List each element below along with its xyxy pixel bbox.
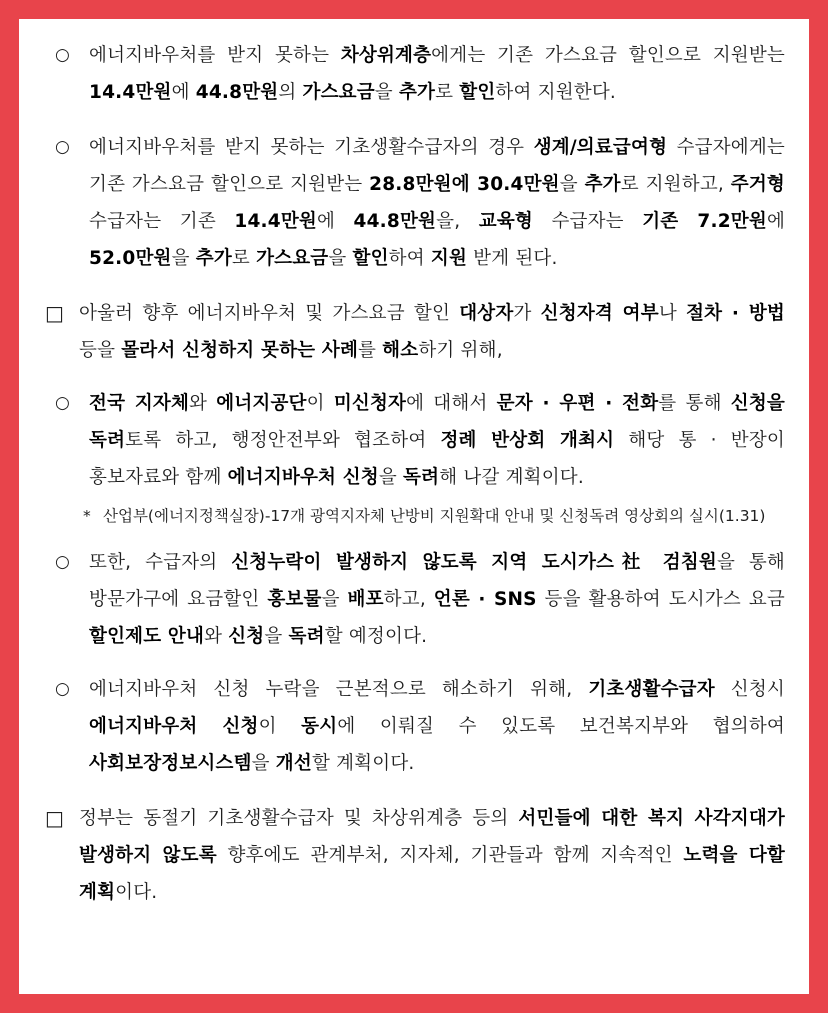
bold-span: 52.0만원 — [89, 248, 172, 269]
bold-span: 정례 반상회 개최시 — [440, 430, 615, 451]
bold-span: 44.8만원 — [353, 211, 437, 232]
text-span: 등을 활용하여 도시가스 요금 — [536, 589, 785, 610]
bullet-item-local-government — [45, 385, 785, 496]
bullet-item-lower-income-discount — [45, 37, 785, 111]
text-span: 에 — [171, 82, 196, 103]
bold-span: 홍보물 — [267, 589, 322, 610]
section-item-welfare-commitment — [45, 800, 785, 911]
text-span: 가 — [513, 303, 541, 324]
footnote — [45, 502, 785, 530]
bold-span: 28.8만원에 30.4만원 — [369, 174, 560, 195]
bold-span: 개선 — [275, 753, 312, 774]
text-span: 하고, — [383, 589, 434, 610]
bold-span: 에너지바우처 신청 — [89, 716, 259, 737]
square-bullet-icon: □ — [45, 301, 65, 325]
bold-span: 차상위계층 — [340, 45, 432, 66]
bold-span: 독려 — [403, 467, 440, 488]
circle-bullet-icon: ○ — [55, 679, 71, 699]
bold-span: 추가 — [584, 174, 621, 195]
text-span: 에게는 기존 가스요금 할인으로 지원받는 — [431, 45, 785, 66]
text-span: 이 — [258, 716, 302, 737]
text-span: 하기 위해, — [418, 340, 503, 361]
text-span: 로 — [435, 82, 460, 103]
text-span: 할 예정이다. — [324, 626, 428, 647]
bold-span: 추가 — [195, 248, 232, 269]
text-span: 해 나갈 계획이다. — [439, 467, 584, 488]
bold-span: 생계/의료급여형 — [533, 137, 668, 158]
text-span: 하여 — [388, 248, 431, 269]
text-span: 수급자는 — [532, 211, 643, 232]
text-span: 에 — [316, 211, 354, 232]
bold-span: 추가 — [398, 82, 436, 103]
text-span: 에 — [766, 211, 786, 232]
text-span: 를 통해 — [658, 393, 731, 414]
bold-span: 배포 — [347, 589, 384, 610]
circle-bullet-icon: ○ — [55, 393, 71, 413]
text-span: 를 — [358, 340, 383, 361]
text-span: 또한, 수급자의 — [89, 552, 232, 573]
bold-span: 할인 — [459, 82, 496, 103]
bold-span: 14.4만원 — [89, 82, 172, 103]
asterisk-icon: * — [83, 507, 91, 525]
bold-span: 해소 — [382, 340, 419, 361]
bold-span: 신청을 독려 — [89, 393, 785, 451]
text-span: 을 — [374, 82, 399, 103]
bold-span: 에너지공단 — [216, 393, 307, 414]
bold-span: 기초생활수급자 — [588, 679, 715, 700]
text-span: 을 — [378, 467, 404, 488]
text-span: 할 계획이다. — [311, 753, 415, 774]
text-span: 로 — [231, 248, 257, 269]
text-span: 아울러 향후 에너지바우처 및 가스요금 할인 — [79, 303, 460, 324]
bold-span: 교육형 — [478, 211, 533, 232]
bold-span: 에너지바우처 신청 — [227, 467, 379, 488]
text-span: 이다. — [115, 882, 158, 903]
bold-span: 서민들에 대한 복지 사각지대가 발생하지 않도록 — [79, 808, 785, 866]
text-span: 로 지원하고, — [620, 174, 731, 195]
bold-span: 대상자 — [459, 303, 514, 324]
text-span: 에너지바우처를 받지 못하는 — [89, 45, 341, 66]
circle-bullet-icon: ○ — [55, 552, 71, 572]
text-span: 수급자에게는 기존 가스요금 할인으로 지원받는 — [89, 137, 786, 195]
text-span: 을 — [321, 589, 348, 610]
bold-span: 노력을 다할 계획 — [79, 845, 785, 903]
text-span: 등을 — [79, 340, 122, 361]
text-span: 하여 지원한다. — [495, 82, 617, 103]
square-bullet-icon: □ — [45, 806, 65, 830]
footnote-text: 산업부(에너지정책실장)-17개 광역지자체 난방비 지원확대 안내 및 신청독려 영상회의 실시(1.31) — [103, 507, 766, 525]
bold-span: 가스요금 — [302, 82, 375, 103]
bold-span: 지원 — [430, 248, 468, 269]
bold-span: 14.4만원 — [234, 211, 317, 232]
text-span: 의 — [278, 82, 303, 103]
text-span: 토록 하고, 행정안전부와 협조하여 — [125, 430, 441, 451]
text-span: 향후에도 관계부처, 지자체, 기관들과 함께 지속적인 — [216, 845, 684, 866]
bold-span: 신청누락이 발생하지 않도록 지역 도시가스社 검침원 — [231, 552, 717, 573]
bold-span: 언론 · SNS — [433, 589, 537, 610]
bold-span: 할인제도 안내 — [89, 626, 205, 647]
text-span: 정부는 동절기 기초생활수급자 및 차상위계층 등의 — [79, 808, 519, 829]
bold-span: 주거형 — [730, 174, 785, 195]
section-item-outreach — [45, 295, 785, 369]
text-span: 을 — [264, 626, 289, 647]
bullet-item-system-improvement — [45, 671, 785, 782]
bold-span: 할인 — [352, 248, 389, 269]
text-span: 해당 통 · 반장이 홍보자료와 함께 — [89, 430, 785, 488]
text-span: 을, — [436, 211, 479, 232]
bold-span: 미신청자 — [333, 393, 407, 414]
text-span: 나 — [658, 303, 687, 324]
bold-span: 몰라서 신청하지 못하는 사례 — [121, 340, 359, 361]
bullet-item-meter-reader — [45, 544, 785, 655]
text-span: 에 이뤄질 수 있도록 보건복지부와 협의하여 — [337, 716, 785, 737]
bold-span: 44.8만원 — [195, 82, 279, 103]
text-span: 에 대해서 — [406, 393, 497, 414]
text-span: 을 — [328, 248, 353, 269]
circle-bullet-icon: ○ — [55, 45, 71, 65]
bold-span: 문자 · 우편 · 전화 — [496, 393, 659, 414]
bold-span: 신청자격 여부 — [540, 303, 659, 324]
bold-span: 절차 · 방법 — [686, 303, 786, 324]
text-span: 을 — [559, 174, 585, 195]
bold-span: 전국 지자체 — [89, 393, 190, 414]
bold-span: 가스요금 — [256, 248, 329, 269]
circle-bullet-icon: ○ — [55, 137, 71, 157]
text-span: 신청시 — [714, 679, 785, 700]
bullet-item-basic-recipient-discount — [45, 129, 785, 277]
text-span: 이 — [306, 393, 334, 414]
bold-span: 동시 — [301, 716, 338, 737]
bold-span: 사회보장정보시스템 — [89, 753, 252, 774]
text-span: 에너지바우처 신청 누락을 근본적으로 해소하기 위해, — [89, 679, 589, 700]
text-span: 을 — [171, 248, 196, 269]
bold-span: 독려 — [288, 626, 325, 647]
text-span: 을 — [251, 753, 276, 774]
bold-span: 기존 7.2만원 — [642, 211, 767, 232]
document-page — [19, 19, 809, 994]
text-span: 을 통해 방문가구에 요금할인 — [89, 552, 785, 610]
text-span: 와 — [189, 393, 217, 414]
text-span: 와 — [204, 626, 229, 647]
text-span: 수급자는 기존 — [89, 211, 235, 232]
text-span: 에너지바우처를 받지 못하는 기초생활수급자의 경우 — [89, 137, 534, 158]
bold-span: 신청 — [228, 626, 265, 647]
text-span: 받게 된다. — [467, 248, 558, 269]
